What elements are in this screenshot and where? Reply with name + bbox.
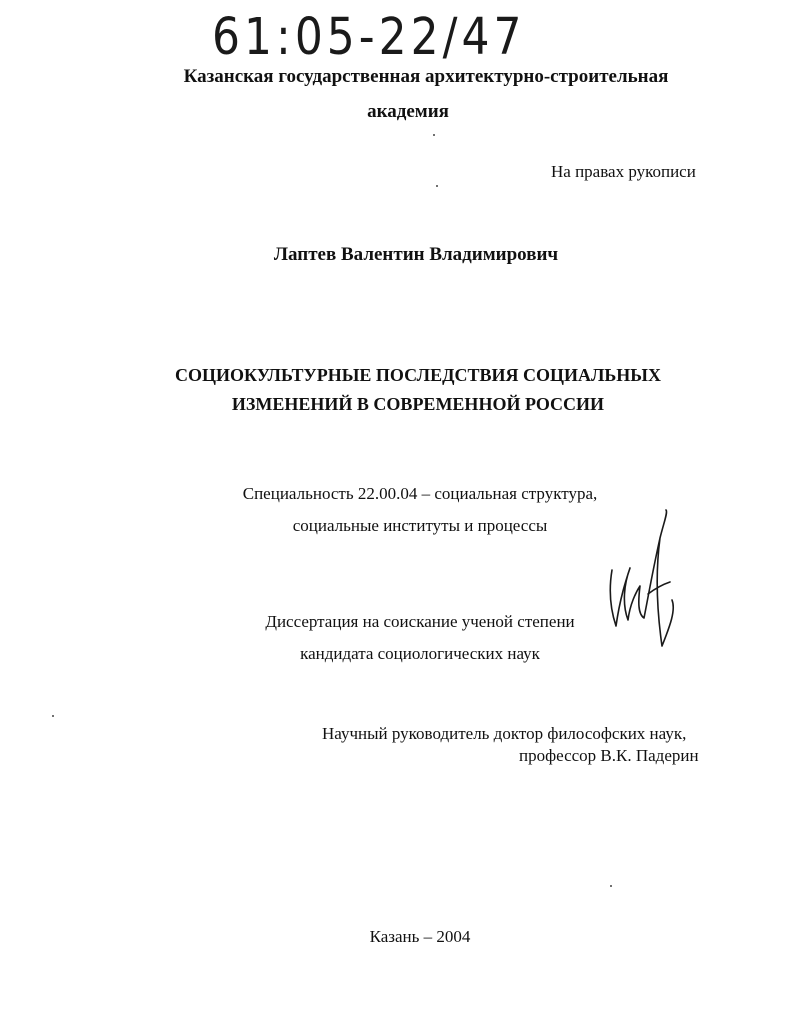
scan-speck <box>610 885 612 887</box>
institution-line2: академия <box>367 101 449 122</box>
archive-code: 61:05-22/47 <box>212 8 526 67</box>
place-year: Казань – 2004 <box>369 927 471 946</box>
signature-icon <box>600 508 680 658</box>
institution-line1: Казанская государственная архитектурно-строительная <box>183 66 669 87</box>
rights-note: На правах рукописи <box>551 162 696 181</box>
specialty-line1: Специальность 22.00.04 – социальная структура, <box>242 484 598 503</box>
scan-speck <box>433 134 435 136</box>
title-line2: ИЗМЕНЕНИЙ В СОВРЕМЕННОЙ РОССИИ <box>231 394 605 414</box>
supervisor-line2: профессор В.К. Падерин <box>519 746 699 765</box>
dissertation-line2: кандидата социологических наук <box>300 644 540 663</box>
title-line1: СОЦИОКУЛЬТУРНЫЕ ПОСЛЕДСТВИЯ СОЦИАЛЬНЫХ <box>175 365 661 385</box>
dissertation-line1: Диссертация на соискание ученой степени <box>265 612 575 631</box>
author-name: Лаптев Валентин Владимирович <box>273 244 559 265</box>
specialty-line2: социальные институты и процессы <box>292 516 548 535</box>
scan-speck <box>52 715 54 717</box>
scan-speck <box>436 185 438 187</box>
supervisor-line1: Научный руководитель доктор философских наук, <box>322 724 687 743</box>
